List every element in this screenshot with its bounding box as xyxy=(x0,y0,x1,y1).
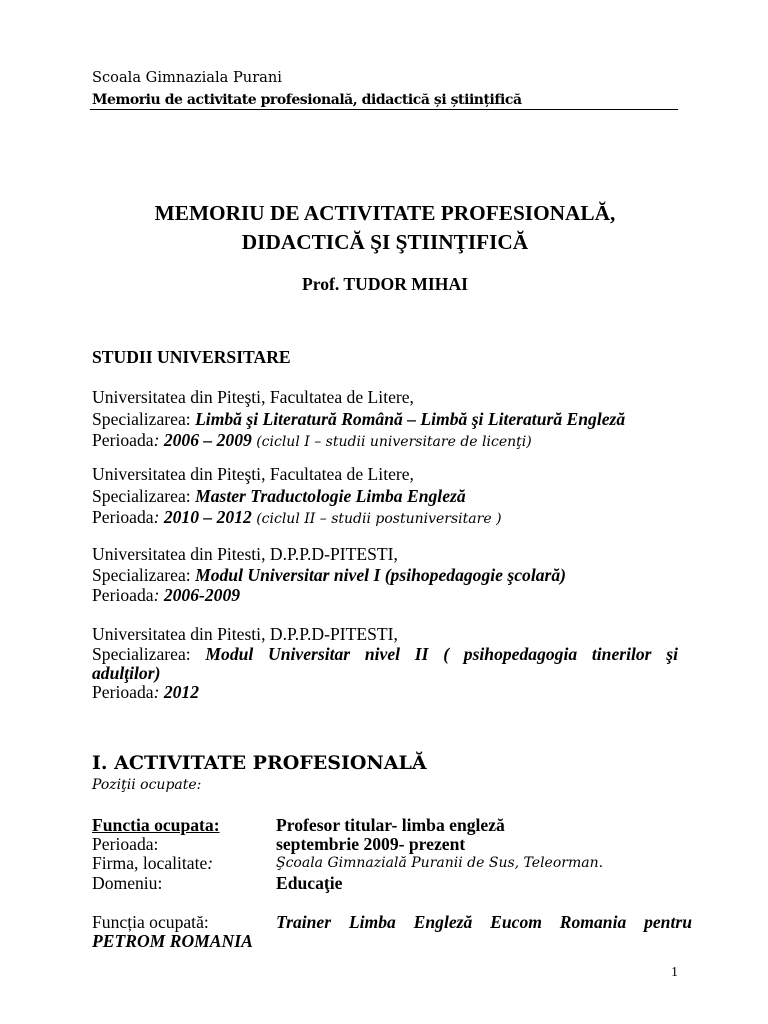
period-note: (ciclul II – studii postuniversitare ) xyxy=(256,511,502,527)
period-note: (ciclul I – studii universitare de licenţi) xyxy=(256,434,532,450)
specialization-label: Specializarea: xyxy=(92,409,191,429)
period-value: septembrie 2009- prezent xyxy=(276,834,466,854)
study-1-period xyxy=(92,429,678,453)
specialization-value: Master Traductologie Limba Engleză xyxy=(195,486,466,506)
study-2-period xyxy=(92,506,678,530)
period-label: Perioada xyxy=(92,507,154,527)
study-4-period xyxy=(92,681,678,703)
period-separator: : xyxy=(153,585,160,605)
specialization-label: Specializarea: xyxy=(92,486,191,506)
period-label: Perioada xyxy=(92,682,154,702)
title-line-2: DIDACTICĂ ŞI ŞTIINŢIFICĂ xyxy=(241,230,529,254)
position-1-company-row xyxy=(92,852,678,874)
company-label-cell xyxy=(92,852,276,874)
specialization-value: Modul Universitar nivel II ( psihopedagogia tinerilor şi xyxy=(205,644,678,664)
period-separator: : xyxy=(153,682,160,702)
study-3-period xyxy=(92,584,678,606)
study-3-specialization xyxy=(92,564,678,586)
position-2-function-value-continued: PETROM ROMANIA xyxy=(92,931,253,951)
period-separator: : xyxy=(153,507,160,527)
study-3-institution: Universitatea din Pitesti, D.P.P.D-PITESTI, xyxy=(92,544,398,564)
function-label: Functia ocupata: xyxy=(92,815,220,835)
function-label: Funcția ocupată: xyxy=(92,912,209,932)
study-4-specialization-continued: adulţilor) xyxy=(92,663,161,683)
specialization-value: Modul Universitar nivel I (psihopedagogie şcolară) xyxy=(195,565,567,585)
company-label: Firma, localitate xyxy=(92,853,208,873)
period-value: 2010 – 2012 xyxy=(163,507,252,527)
author-name: Prof. TUDOR MIHAI xyxy=(302,274,468,294)
header-school-name: Scoala Gimnaziala Purani xyxy=(92,69,282,86)
function-value: Profesor titular- limba engleză xyxy=(276,815,505,835)
studies-heading: STUDII UNIVERSITARE xyxy=(92,347,291,367)
period-label: Perioada: xyxy=(92,834,159,854)
period-value: 2012 xyxy=(163,682,200,702)
period-value: 2006 – 2009 xyxy=(163,430,252,450)
study-4-institution: Universitatea din Pitesti, D.P.P.D-PITESTI, xyxy=(92,624,398,644)
study-2-institution: Universitatea din Piteşti, Facultatea de Litere, xyxy=(92,464,414,484)
section-heading-professional-activity: I. ACTIVITATE PROFESIONALĂ xyxy=(92,752,427,774)
position-1-domain-row xyxy=(92,872,678,894)
company-value: Şcoala Gimnazială Puranii de Sus, Teleorman. xyxy=(276,855,604,871)
header-document-title: Memoriu de activitate profesională, didactică și științifică xyxy=(92,92,522,108)
function-value: Trainer Limba Engleză Eucom Romania pentru xyxy=(276,912,692,932)
positions-subheading: Poziţii ocupate: xyxy=(92,777,202,793)
study-1-institution: Universitatea din Piteşti, Facultatea de Litere, xyxy=(92,387,414,407)
study-1-specialization xyxy=(92,408,678,430)
specialization-label: Specializarea: xyxy=(92,644,191,664)
header-rule xyxy=(90,109,678,110)
domain-label: Domeniu: xyxy=(92,873,163,893)
study-2-specialization xyxy=(92,485,678,507)
period-label: Perioada xyxy=(92,430,154,450)
period-label: Perioada xyxy=(92,585,154,605)
period-separator: : xyxy=(153,430,160,450)
title-line-1: MEMORIU DE ACTIVITATE PROFESIONALĂ, xyxy=(154,201,616,225)
page-number: 1 xyxy=(671,965,678,980)
period-value: 2006-2009 xyxy=(163,585,241,605)
company-separator: : xyxy=(207,853,214,873)
specialization-label: Specializarea: xyxy=(92,565,191,585)
domain-value: Educaţie xyxy=(276,873,343,893)
specialization-value: Limbă şi Literatură Română – Limbă şi Literatură Engleză xyxy=(195,409,626,429)
